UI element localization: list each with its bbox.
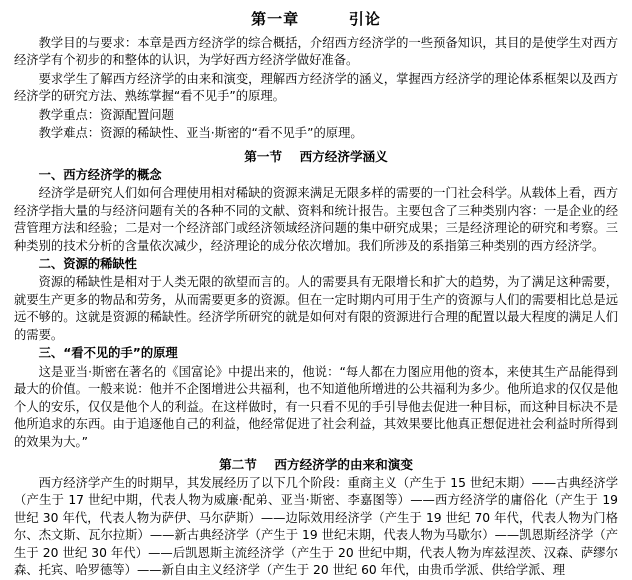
- subheading-scarcity: 二、资源的稀缺性: [38, 256, 137, 271]
- paragraph-invisible-hand: 这是亚当·斯密在著名的《国富论》中提出来的，他说：“每人都在力图应用他的资本，来使其生产品能得到最大的价值。一般来说：他并不企图增进公共福利，也不知道他所增进的公共福利为多少。他所追求的仅仅是他个人的安乐，仅仅是他个人的利益。在这样做时，有一只看不见的手引导他去促进一种目标，而这种目标决不是他所追求的东西。由于追逐他自己的利益，他经常促进了社会利益，其效果要比他真正想促进社会利益时所得到的效果为大。”: [14, 364, 618, 449]
- paragraph-teaching-focus: 教学重点：资源配置问题: [38, 107, 174, 122]
- paragraph-history: 西方经济学产生的时期早，其发展经历了以下几个阶段：重商主义（产生于 15 世纪末期）——古典经济学（产生于 17 世纪中期，代表人物为威廉·配弟、亚当·斯密、李嘉图等）——西方经济学的庸俗化（产生于 19 世纪 30 年代，代表人物为萨伊、马尔萨斯）——边际效用经济学（产生于 19 世纪 70 年代，代表人物为门格尔、杰文斯、瓦尔拉斯）——新古典经济学（产生于 19 世纪末期，代表人物为马歇尔）——凯恩斯经济学（产生于 20 世纪 30 年代）——后凯恩斯主流经济学（产生于 20 世纪中期，代表人物为库兹涅茨、汉森、萨缪尔森、托宾、哈罗德等）——新自由主义经济学（产生于 20 世纪 60 年代，由贵币学派、供给学派、理: [14, 475, 618, 578]
- paragraph-requirements: 要求学生了解西方经济学的由来和演变，理解西方经济学的涵义，掌握西方经济学的理论体系框架以及西方经济学的研究方法、熟练掌握“看不见手”的原理。: [14, 71, 618, 104]
- section-heading-1: 第一节 西方经济学涵义: [244, 148, 388, 164]
- subheading-invisible-hand: 三、“看不见的手”的原理: [38, 346, 178, 361]
- paragraph-teaching-difficulty: 教学难点：资源的稀缺性、亚当·斯密的“看不见手”的原理。: [38, 126, 363, 141]
- paragraph-scarcity: 资源的稀缺性是相对于人类无限的欲望而言的。人的需要具有无限增长和扩大的趋势，为了满足这种需要，就要生产更多的物品和劳务，从而需要更多的资源。但在一定时期内可用于生产的资源与人们的需要相比总是远远不够的。这就是资源的稀缺性。经济学所研究的就是如何对有限的资源进行合理的配置以最大程度的满足人们的需要。: [14, 275, 618, 342]
- page-title: 第一章 引论: [251, 10, 381, 28]
- section-heading-2: 第二节 西方经济学的由来和演变: [219, 456, 413, 472]
- paragraph-concept: 经济学是研究人们如何合理使用相对稀缺的资源来满足无限多样的需要的一门社会科学。从载体上看，西方经济学指大量的与经济问题有关的各种不同的文献、资料和统计报告。主要包含了三种类别内容：一是企业的经营管理方法和经验；二是对一个经济部门或经济领域经济问题的集中研究成果；三是经济理论的研究和考察。三种类别的技术分析的含量依次减少，经济理论的成分依次增加。我们所涉及的系指第三种类别的西方经济学。: [14, 186, 618, 253]
- paragraph-teaching-purpose: 教学目的与要求：本章是西方经济学的综合概括，介绍西方经济学的一些预备知识，其目的是使学生对西方经济学有个初步的和整体的认识，为学好西方经济学做好准备。: [14, 36, 618, 68]
- subheading-concept: 一、西方经济学的概念: [38, 167, 162, 182]
